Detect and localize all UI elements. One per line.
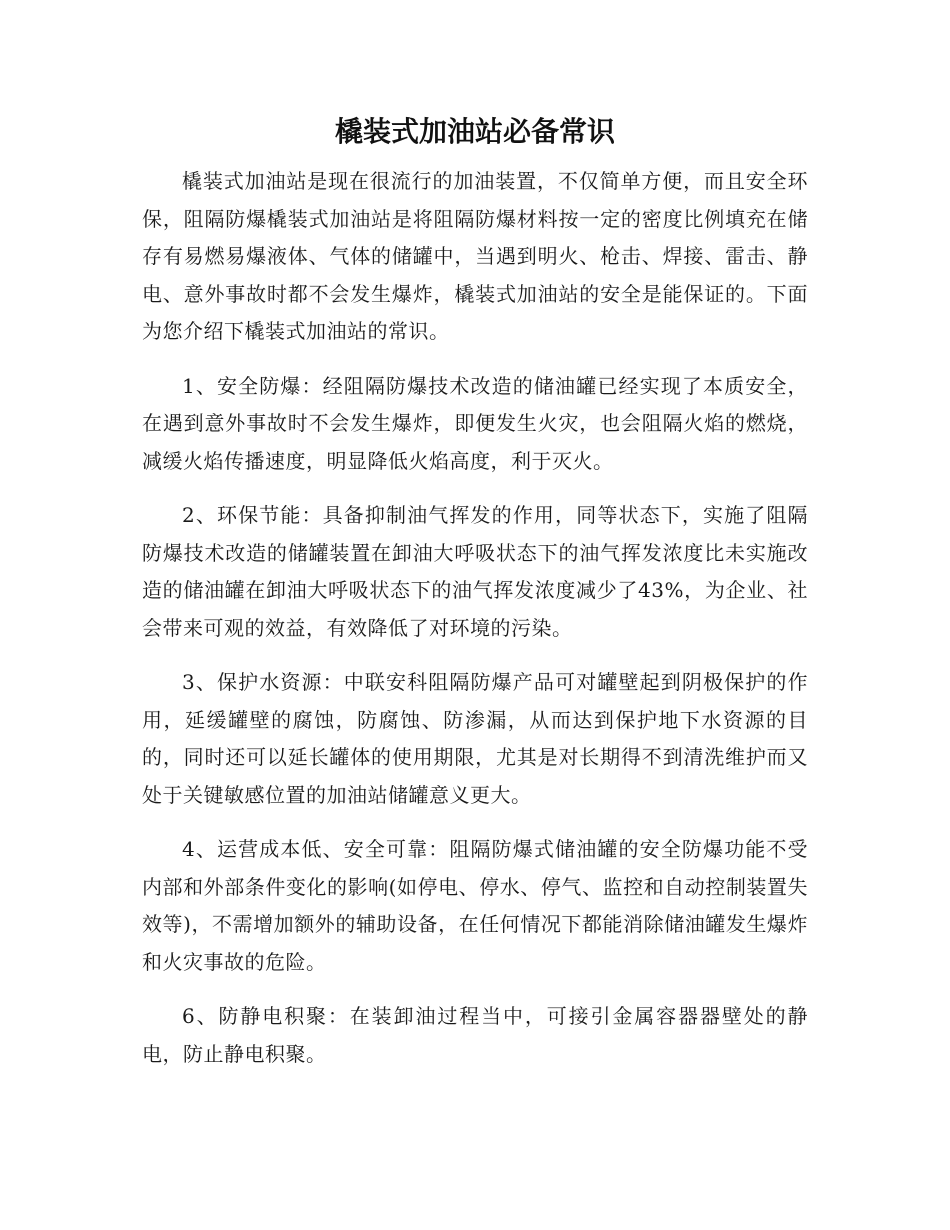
document-title: 橇装式加油站必备常识 (334, 115, 615, 148)
paragraph-water-resource-protection: 3、保护水资源：中联安科阻隔防爆产品可对罐壁起到阴极保护的作用，延缓罐壁的腐蚀，防腐蚀、防渗漏，从而达到保护地下水资源的目的，同时还可以延长罐体的使用期限，尤其是对长期得不到清洗维护而又处于关键敏感位置的加油站储罐意义更大。 (142, 670, 808, 807)
paragraph-low-operating-cost: 4、运营成本低、安全可靠：阻隔防爆式储油罐的安全防爆功能不受内部和外部条件变化的影响(如停电、停水、停气、监控和自动控制装置失效等)，不需增加额外的辅助设备，在任何情况下都能消除储油罐发生爆炸和火灾事故的危险。 (142, 837, 808, 974)
intro-paragraph: 橇装式加油站是现在很流行的加油装置，不仅简单方便，而且安全环保，阻隔防爆橇装式加油站是将阻隔防爆材料按一定的密度比例填充在储存有易燃易爆液体、气体的储罐中，当遇到明火、枪击、焊接、雷击、静电、意外事故时都不会发生爆炸，橇装式加油站的安全是能保证的。下面为您介绍下橇装式加油站的常识。 (142, 169, 808, 343)
paragraph-environmental-energy-saving: 2、环保节能：具备抑制油气挥发的作用，同等状态下，实施了阻隔防爆技术改造的储罐装置在卸油大呼吸状态下的油气挥发浓度比未实施改造的储油罐在卸油大呼吸状态下的油气挥发浓度减少了43%，为企业、社会带来可观的效益，有效降低了对环境的污染。 (142, 503, 808, 640)
document-body (142, 163, 808, 1090)
paragraph-safety-explosion-proof: 1、安全防爆：经阻隔防爆技术改造的储油罐已经实现了本质安全，在遇到意外事故时不会发生爆炸，即便发生火灾，也会阻隔火焰的燃烧，减缓火焰传播速度，明显降低火焰高度，利于灭火。 (142, 373, 808, 473)
paragraph-anti-static: 6、防静电积聚：在装卸油过程当中，可接引金属容器器壁处的静电，防止静电积聚。 (142, 1004, 808, 1066)
